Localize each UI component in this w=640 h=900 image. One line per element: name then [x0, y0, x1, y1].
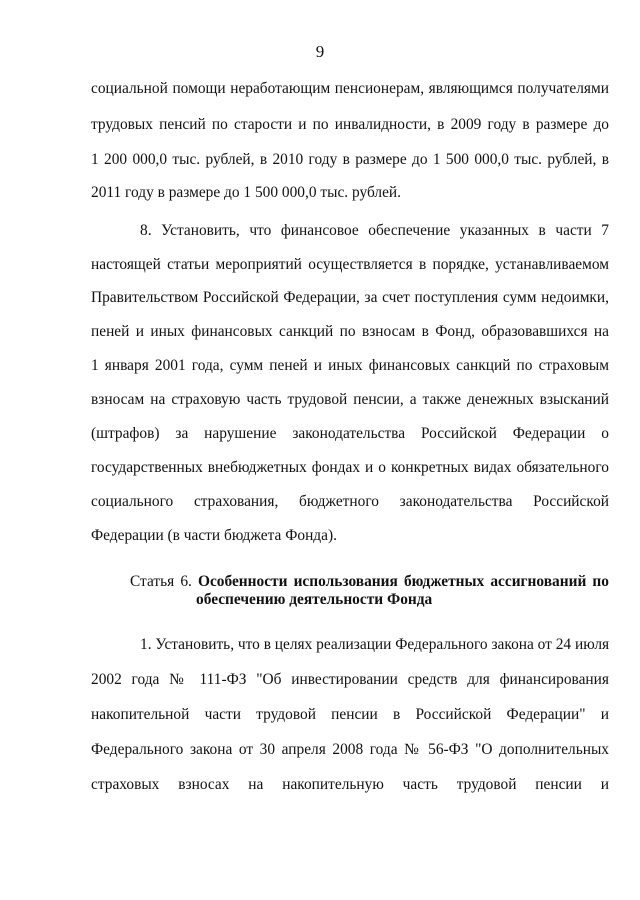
page-number: 9: [315, 42, 325, 61]
text-line: пеней и иных финансовых санкций по взносам в Фонд, образовавшихся на: [91, 323, 609, 340]
text-line: взносам на страховую часть трудовой пенсии, а также денежных взысканий: [91, 391, 609, 408]
text-line: Правительством Российской Федерации, за счет поступления сумм недоимки,: [91, 289, 609, 306]
text-line: (штрафов) за нарушение законодательства Российской Федерации о: [91, 425, 609, 442]
text-line: социальной помощи неработающим пенсионерам, являющимся получателями: [91, 80, 609, 97]
article-label: Статья 6.: [130, 573, 192, 590]
text-line: настоящей статьи мероприятий осуществляется в порядке, устанавливаемом: [91, 256, 609, 273]
text-line: накопительной части трудовой пенсии в Российской Федерации" и: [91, 706, 609, 723]
paragraph-start-line: 1. Установить, что в целях реализации Федерального закона от 24 июля: [140, 636, 610, 653]
text-line: Федерального закона от 30 апреля 2008 года № 56-ФЗ "О дополнительных: [91, 741, 609, 758]
article-heading: [130, 573, 609, 591]
paragraph-start-line: 8. Установить, что финансовое обеспечение указанных в части 7: [140, 222, 609, 239]
article-title-line2: обеспечению деятельности Фонда: [196, 591, 433, 608]
text-line: страховых взносах на накопительную часть трудовой пенсии и: [91, 776, 609, 793]
text-line: 1 200 000,0 тыс. рублей, в 2010 году в размере до 1 500 000,0 тыс. рублей, в: [91, 151, 609, 168]
text-line: Федерации (в части бюджета Фонда).: [91, 527, 337, 544]
text-line: государственных внебюджетных фондах и о конкретных видах обязательного: [91, 459, 609, 476]
text-line: социального страхования, бюджетного законодательства Российской: [91, 493, 609, 510]
text-line: 1 января 2001 года, сумм пеней и иных финансовых санкций по страховым: [91, 357, 609, 374]
text-line: 2002 года № 111-ФЗ "Об инвестировании средств для финансирования: [91, 671, 609, 688]
text-line: трудовых пенсий по старости и по инвалидности, в 2009 году в размере до: [91, 116, 609, 133]
article-title-line1: Особенности использования бюджетных ассигнований по: [197, 573, 609, 590]
text-line: 2011 году в размере до 1 500 000,0 тыс. рублей.: [91, 184, 402, 201]
